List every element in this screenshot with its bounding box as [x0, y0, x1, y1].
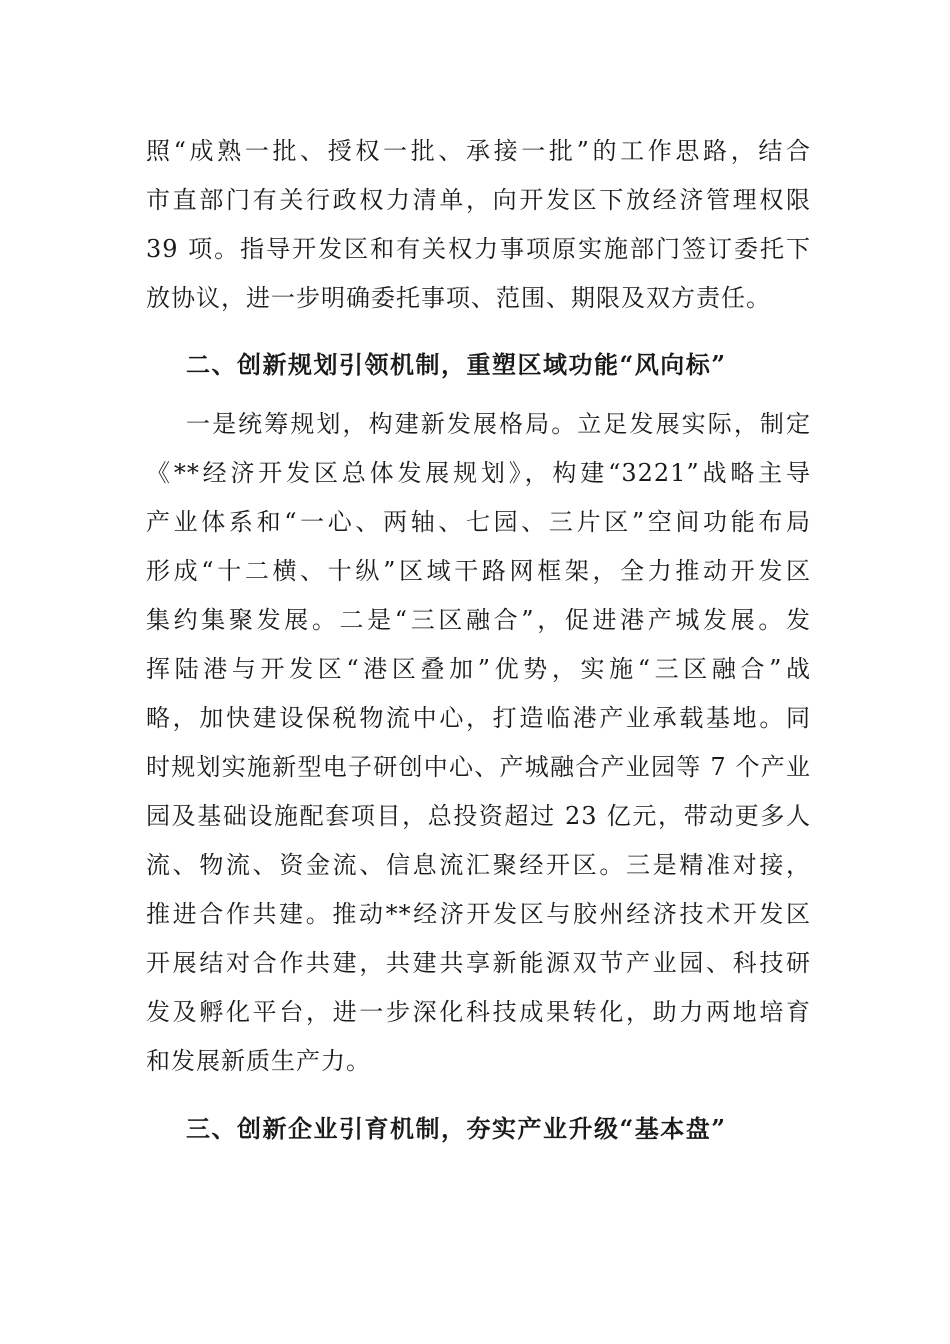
paragraph-2-line-3: 产业体系和“一心、两轴、七园、三片区”空间功能布局: [146, 508, 811, 536]
paragraph-2-line-10: 流、物流、资金流、信息流汇聚经开区。三是精准对接，: [146, 851, 811, 879]
paragraph-2-line-6: 挥陆港与开发区“港区叠加”优势，实施“三区融合”战: [146, 655, 811, 683]
paragraph-1-line-2: 市直部门有关行政权力清单，向开发区下放经济管理权限: [146, 186, 811, 214]
section-heading-2: 二、创新规划引领机制，重塑区域功能“风向标”: [186, 350, 727, 379]
paragraph-2-line-4: 形成“十二横、十纵”区域干路网框架，全力推动开发区: [146, 557, 811, 585]
paragraph-2-line-8: 时规划实施新型电子研创中心、产城融合产业园等 7 个产业: [146, 753, 811, 781]
paragraph-2-line-12: 开展结对合作共建，共建共享新能源双节产业园、科技研: [146, 949, 811, 977]
paragraph-1-line-4: 放协议，进一步明确委托事项、范围、期限及双方责任。: [146, 284, 771, 312]
section-heading-3: 三、创新企业引育机制，夯实产业升级“基本盘”: [186, 1114, 727, 1143]
paragraph-2-line-11: 推进合作共建。推动**经济开发区与胶州经济技术开发区: [146, 900, 811, 928]
paragraph-2-line-9: 园及基础设施配套项目，总投资超过 23 亿元，带动更多人: [146, 802, 811, 830]
paragraph-2-line-5: 集约集聚发展。二是“三区融合”，促进港产城发展。发: [146, 606, 811, 634]
paragraph-2-line-2: 《**经济开发区总体发展规划》，构建“3221”战略主导: [146, 459, 811, 487]
paragraph-2-line-13: 发及孵化平台，进一步深化科技成果转化，助力两地培育: [146, 998, 811, 1026]
paragraph-1-line-3: 39 项。指导开发区和有关权力事项原实施部门签订委托下: [146, 235, 811, 263]
paragraph-1-line-1: 照“成熟一批、授权一批、承接一批”的工作思路，结合: [146, 137, 811, 165]
paragraph-2-line-14: 和发展新质生产力。: [146, 1047, 371, 1075]
paragraph-2-line-7: 略，加快建设保税物流中心，打造临港产业承载基地。同: [146, 704, 811, 732]
paragraph-2-line-1: 一是统筹规划，构建新发展格局。立足发展实际，制定: [186, 410, 811, 438]
